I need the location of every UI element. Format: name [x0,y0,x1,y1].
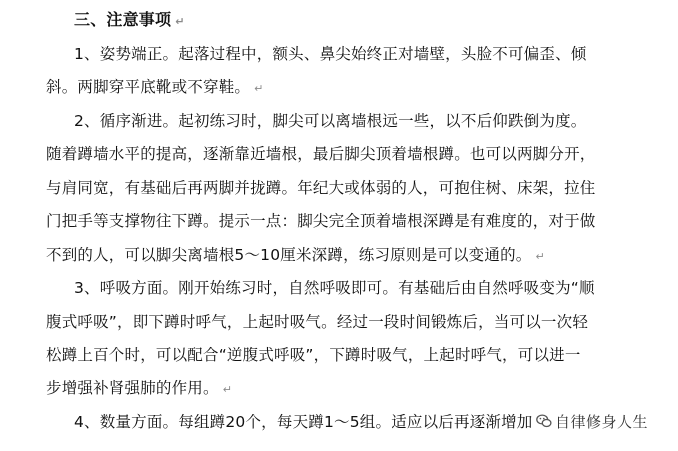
text-line [74,111,586,131]
line-text: 松蹲上百个时，可以配合“逆腹式呼吸”，下蹲时吸气，上起时呼气，可以进一 [46,346,581,364]
text-line [74,44,586,64]
text-line [46,312,588,332]
text-line [46,345,581,365]
text-line [46,211,596,231]
text-line [46,245,545,267]
watermark [536,410,650,432]
line-text: 步增强补肾强肺的作用。 [46,379,219,397]
line-text: 斜。两脚穿平底靴或不穿鞋。 [46,78,251,96]
wechat-icon [536,413,552,429]
paragraph-mark: ↵ [535,250,545,263]
paragraph-mark: ↵ [254,82,264,95]
line-text: 随着蹲墙水平的提高，逐渐靠近墙根，最后脚尖顶着墙根蹲。也可以两脚分开， [46,145,596,163]
watermark-text: 自律修身人生 [555,412,649,431]
line-text: 门把手等支撑物往下蹲。提示一点：脚尖完全顶着墙根深蹲是有难度的，对于做 [46,212,596,230]
line-text: 4、数量方面。每组蹲20个，每天蹲1～5组。适应以后再逐渐增加 [74,413,533,431]
line-text: 1、姿势端正。起落过程中，额头、鼻尖始终正对墙壁，头脸不可偏歪、倾 [74,45,587,63]
text-line [46,77,264,99]
line-text: 2、循序渐进。起初练习时，脚尖可以离墙根远一些，以不后仰跌倒为度。 [74,112,587,130]
heading-text: 三、注意事项 [74,10,172,29]
text-line [46,144,596,164]
line-text: 不到的人，可以脚尖离墙根5～10厘米深蹲，练习原则是可以变通的。 [46,246,532,264]
paragraph-mark: ↵ [222,383,233,396]
section-heading [74,10,185,32]
text-line [46,378,232,400]
paragraph-mark: ↵ [175,15,185,28]
text-line [74,278,595,298]
text-line [74,412,533,432]
line-text: 腹式呼吸”，即下蹲时呼气，上起时吸气。经过一段时间锻炼后，当可以一次轻 [46,313,589,331]
line-text: 3、呼吸方面。刚开始练习时，自然呼吸即可。有基础后由自然呼吸变为“顺 [74,279,595,297]
text-line [46,178,596,198]
line-text: 与肩同宽，有基础后再两脚并拢蹲。年纪大或体弱的人，可抱住树、床架，拉住 [46,179,596,197]
